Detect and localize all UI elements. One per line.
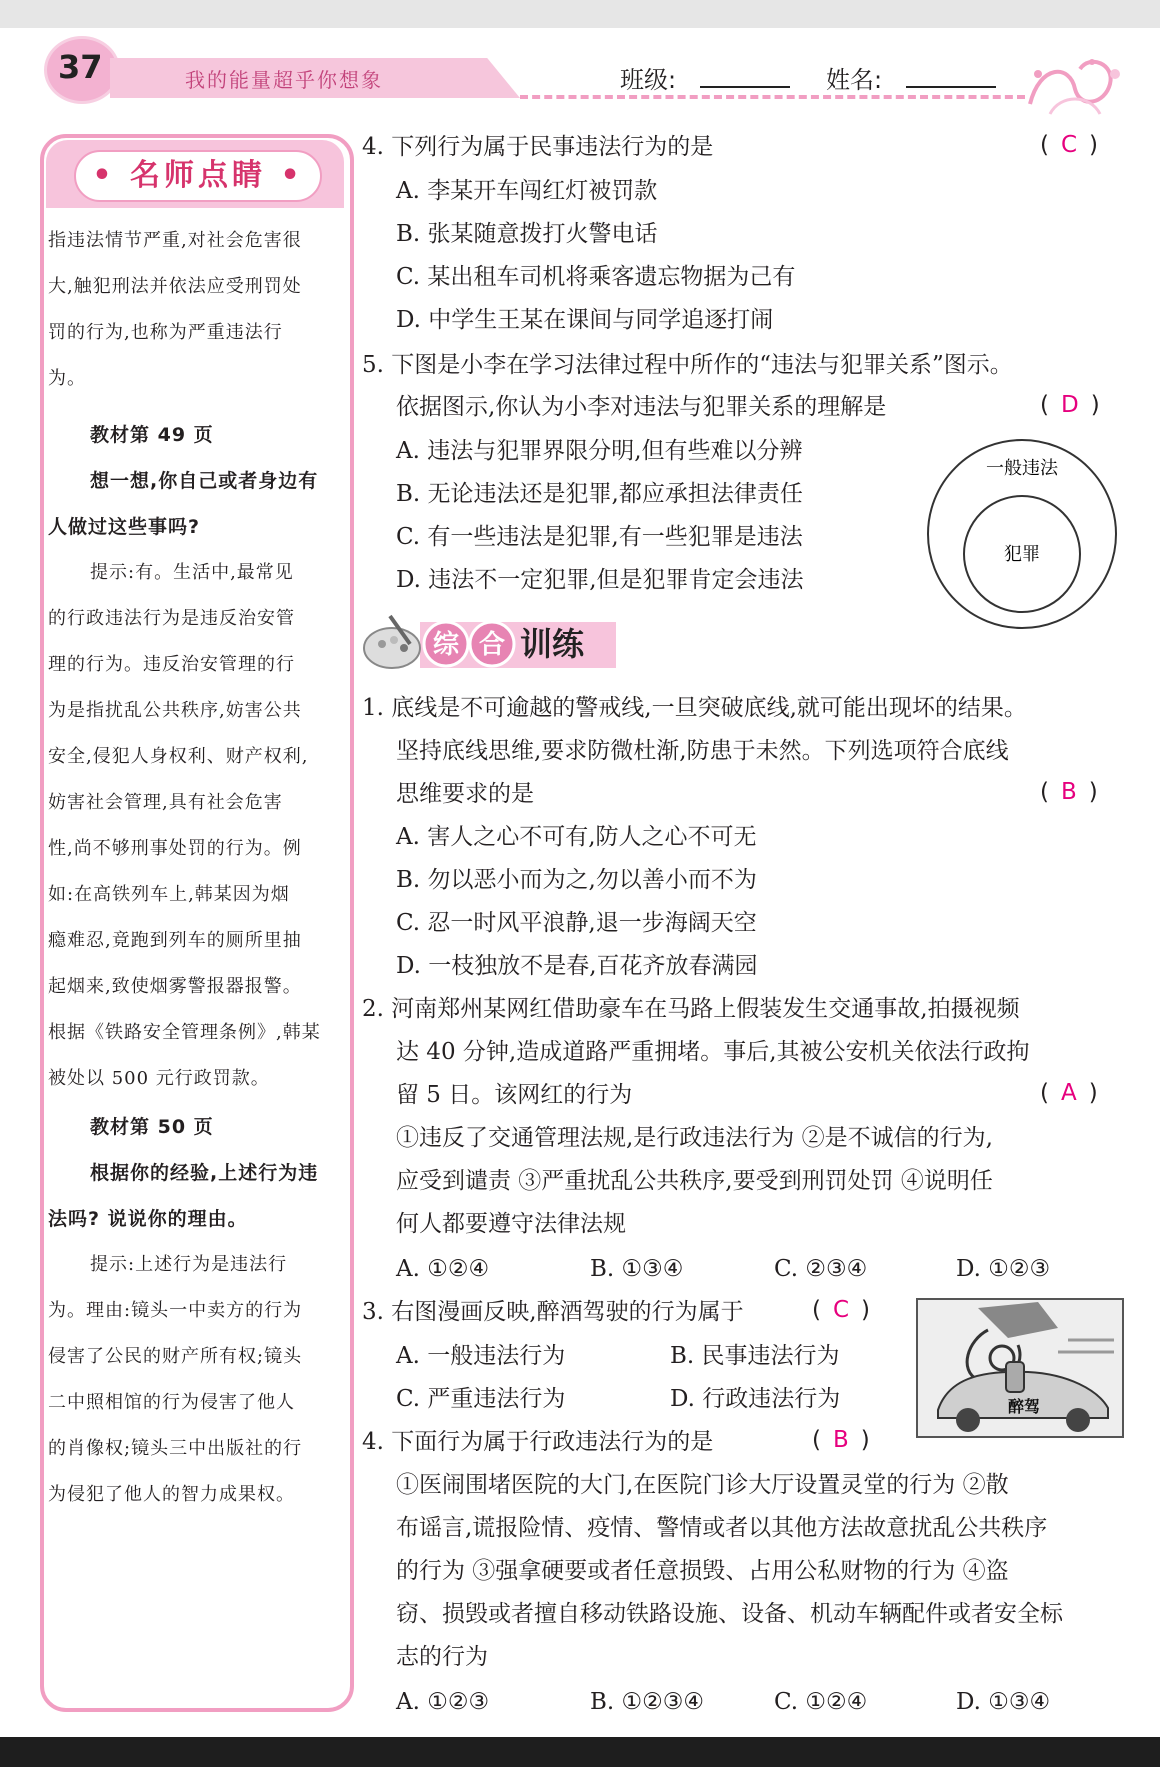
option: B. 张某随意拨打火警电话	[396, 221, 658, 247]
palette-icon	[364, 616, 420, 668]
answer-letter: D	[1060, 392, 1079, 418]
statement: 布谣言,谎报险情、疫情、警情或者以其他方法故意扰乱公共秩序	[396, 1515, 1048, 1541]
answer-letter: B	[832, 1427, 849, 1453]
section-char: 合	[478, 630, 506, 660]
sidebar-question: 想一想,你自己或者身边有	[90, 470, 319, 492]
question-stem: 留 5 日。该网红的行为	[396, 1082, 633, 1108]
statement: 窃、损毁或者擅自移动铁路设施、设备、机动车辆配件或者安全标	[396, 1601, 1063, 1627]
name-blank	[906, 86, 996, 88]
bottom-bar	[0, 1737, 1160, 1767]
class-label: 班级:	[620, 66, 677, 94]
sidebar-line: 为。	[48, 368, 86, 389]
sidebar-line: 的肖像权;镜头三中出版社的行	[48, 1438, 303, 1459]
option: D. 违法不一定犯罪,但是犯罪肯定会违法	[396, 567, 804, 593]
answer-letter: C	[1060, 132, 1078, 158]
sidebar-title-text: 名师点睛	[130, 158, 266, 193]
sidebar-line: 瘾难忍,竟跑到列车的厕所里抽	[48, 930, 302, 951]
option: A. 李某开车闯红灯被罚款	[396, 178, 658, 204]
answer-letter: B	[1060, 779, 1077, 805]
venn-outer-label: 一般违法	[986, 458, 1058, 479]
top-bar	[0, 0, 1160, 28]
cartoon-label: 醉驾	[1008, 1397, 1041, 1416]
option: C. ②③④	[774, 1256, 868, 1282]
car-wheel	[1066, 1408, 1090, 1432]
statement: ①违反了交通管理法规,是行政违法行为 ②是不诚信的行为,	[396, 1125, 993, 1151]
sidebar-textbook-ref: 教材第 50 页	[90, 1116, 214, 1138]
sidebar-line: 根据《铁路安全管理条例》,韩某	[48, 1022, 321, 1043]
option: B. 无论违法还是犯罪,都应承担法律责任	[396, 481, 803, 507]
sidebar-line: 提示:上述行为是违法行	[90, 1254, 288, 1275]
statement: 志的行为	[396, 1644, 488, 1670]
sidebar-line: 理的行为。违反治安管理的行	[48, 654, 295, 675]
sidebar-line: 为是指扰乱公共秩序,妨害公共	[48, 700, 302, 721]
answer-bracket: ( B )	[1040, 779, 1098, 805]
sidebar-line: 如:在高铁列车上,韩某因为烟	[48, 884, 290, 905]
option: D. ①②③	[956, 1256, 1051, 1282]
option: B. 民事违法行为	[670, 1343, 840, 1369]
option: B. ①③④	[590, 1256, 684, 1282]
flourish-icon	[1020, 44, 1130, 124]
venn-inner-label: 犯罪	[1004, 544, 1040, 565]
header-dash-line	[520, 95, 1025, 99]
answer-bracket: ( C )	[1040, 132, 1099, 158]
sidebar-line: 罚的行为,也称为严重违法行	[48, 322, 283, 343]
option: B. 勿以恶小而为之,勿以善小而不为	[396, 867, 757, 893]
option: B. ①②③④	[590, 1689, 705, 1715]
option: A. ①②④	[396, 1256, 490, 1282]
question-stem: 达 40 分钟,造成道路严重拥堵。事后,其被公安机关依法行政拘	[396, 1039, 1030, 1065]
answer-bracket: ( A )	[1040, 1080, 1098, 1106]
question-stem: 1. 底线是不可逾越的警戒线,一旦突破底线,就可能出现坏的结果。	[362, 695, 1027, 721]
sidebar-line: 为。理由:镜头一中卖方的行为	[48, 1300, 303, 1321]
sidebar-textbook-ref: 教材第 49 页	[90, 424, 214, 446]
statement: 何人都要遵守法律法规	[396, 1211, 626, 1237]
option: D. ①③④	[956, 1689, 1051, 1715]
sidebar-line: 被处以 500 元行政罚款。	[48, 1068, 270, 1089]
answer-bracket: ( D )	[1040, 392, 1100, 418]
question-stem: 4. 下面行为属于行政违法行为的是	[362, 1429, 714, 1455]
section-header	[360, 610, 620, 676]
option: A. ①②③	[396, 1689, 490, 1715]
car-wheel	[956, 1408, 980, 1432]
option: C. ①②④	[774, 1689, 868, 1715]
sidebar-question: 根据你的经验,上述行为违	[90, 1162, 319, 1184]
sidebar-title: • 名师点睛 •	[74, 150, 322, 202]
question-stem: 2. 河南郑州某网红借助豪车在马路上假装发生交通事故,拍摄视频	[362, 996, 1020, 1022]
section-title: 训练	[520, 625, 585, 663]
name-label: 姓名:	[826, 66, 883, 94]
question-stem: 3. 右图漫画反映,醉酒驾驶的行为属于	[362, 1299, 744, 1325]
sidebar-line: 大,触犯刑法并依法应受刑罚处	[48, 276, 302, 297]
question-stem: 5. 下图是小李在学习法律过程中所作的“违法与犯罪关系”图示。	[362, 352, 1013, 378]
sidebar-question: 人做过这些事吗?	[48, 516, 201, 538]
slogan: 我的能量超乎你想象	[185, 68, 383, 92]
sidebar-line: 的行政违法行为是违反治安管	[48, 608, 295, 629]
option: C. 某出租车司机将乘客遗忘物据为己有	[396, 264, 796, 290]
class-blank	[700, 86, 790, 88]
sidebar-line: 安全,侵犯人身权利、财产权利,	[48, 746, 309, 767]
sidebar-line: 为侵犯了他人的智力成果权。	[48, 1484, 295, 1505]
option: D. 中学生王某在课间与同学追逐打闹	[396, 307, 774, 333]
option: D. 一枝独放不是春,百花齐放春满园	[396, 953, 758, 979]
sidebar-line: 指违法情节严重,对社会危害很	[48, 230, 302, 251]
answer-bracket: ( B )	[812, 1427, 870, 1453]
page-number: 37	[58, 48, 103, 86]
question-stem: 坚持底线思维,要求防微杜渐,防患于未然。下列选项符合底线	[396, 738, 1009, 764]
question-stem: 思维要求的是	[396, 781, 534, 807]
option: A. 害人之心不可有,防人之心不可无	[396, 824, 757, 850]
sidebar-line: 二中照相馆的行为侵害了他人	[48, 1392, 295, 1413]
question-stem: 依据图示,你认为小李对违法与犯罪关系的理解是	[396, 394, 887, 420]
answer-letter: C	[832, 1297, 850, 1323]
option: A. 违法与犯罪界限分明,但有些难以分辨	[396, 438, 803, 464]
sidebar-line: 妨害社会管理,具有社会危害	[48, 792, 283, 813]
sidebar-line: 提示:有。生活中,最常见	[90, 562, 294, 583]
bottle-icon	[1006, 1362, 1024, 1392]
drunk-driving-cartoon	[916, 1298, 1124, 1438]
section-char: 综	[432, 630, 460, 660]
statement: 应受到谴责 ③严重扰乱公共秩序,要受到刑罚处罚 ④说明任	[396, 1168, 993, 1194]
option: C. 有一些违法是犯罪,有一些犯罪是违法	[396, 524, 803, 550]
option: A. 一般违法行为	[396, 1343, 566, 1369]
sidebar-line: 侵害了公民的财产所有权;镜头	[48, 1346, 303, 1367]
option: D. 行政违法行为	[670, 1386, 841, 1412]
answer-letter: A	[1060, 1080, 1077, 1106]
option: C. 严重违法行为	[396, 1386, 566, 1412]
sidebar-question: 法吗? 说说你的理由。	[48, 1208, 248, 1230]
answer-bracket: ( C )	[812, 1297, 871, 1323]
sidebar-line: 起烟来,致使烟雾警报器报警。	[48, 976, 302, 997]
statement: ①医闹围堵医院的大门,在医院门诊大厅设置灵堂的行为 ②散	[396, 1472, 1009, 1498]
venn-diagram	[924, 436, 1120, 632]
statement: 的行为 ③强拿硬要或者任意损毁、占用公私财物的行为 ④盗	[396, 1558, 1009, 1584]
question-stem: 4. 下列行为属于民事违法行为的是	[362, 134, 714, 160]
option: C. 忍一时风平浪静,退一步海阔天空	[396, 910, 757, 936]
sidebar-line: 性,尚不够刑事处罚的行为。例	[48, 838, 302, 859]
